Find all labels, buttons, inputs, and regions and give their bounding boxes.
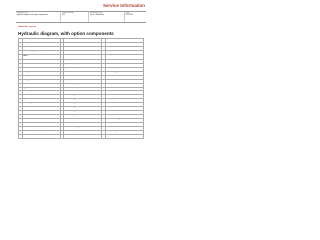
component-name: Servo valve: [22, 107, 60, 111]
component-number: 48: [60, 126, 64, 130]
component-name: Orifice - 5 type: [64, 111, 102, 115]
component-name: Slewing unit: [105, 67, 144, 71]
component-name: Boom cylinder: [22, 39, 60, 43]
component-number: 23: [19, 126, 23, 130]
component-number: 30: [60, 54, 64, 59]
component-number: 52: [102, 42, 106, 46]
component-name: Solenoid valve for hammer: [22, 126, 60, 130]
header-label: Date:: [125, 12, 130, 14]
component-number: 41: [60, 99, 64, 103]
component-name: Oil level sight glass: [64, 83, 102, 87]
component-number: 24: [19, 130, 23, 134]
component-name: Orifice - 4 type: [64, 107, 102, 111]
component-number: 73: [102, 126, 106, 130]
component-name: Float function valve: [105, 91, 144, 95]
component-name: Straight travel valve: [105, 42, 144, 46]
component-name: Selector valve: [64, 39, 102, 43]
component-name: Gear pump: [22, 91, 60, 95]
component-number: 6: [19, 59, 23, 63]
component-number: 42: [60, 103, 64, 107]
component-number: 64: [102, 91, 106, 95]
component-number: 58: [102, 67, 106, 71]
component-name: Straight travel solenoid valve: [105, 54, 144, 59]
component-name: Servo control valve: [105, 63, 144, 67]
component-number: 32: [60, 63, 64, 67]
component-name: Relief valve: [105, 115, 144, 119]
component-name: Drain valve: [22, 75, 60, 79]
component-name: Oil temperature sensor: [64, 122, 102, 126]
component-number: 4: [19, 50, 23, 54]
component-number: 63: [102, 87, 106, 91]
header-value: 900: [62, 14, 65, 16]
component-number: 47: [60, 122, 64, 126]
component-name: Bucket cylinder: [22, 46, 60, 50]
header-label: Information Type:: [90, 12, 103, 14]
component-number: 65: [102, 95, 106, 99]
component-number: 21: [19, 119, 23, 123]
component-number: 69: [102, 111, 106, 115]
component-number: 53: [102, 46, 106, 50]
component-number: 55: [102, 54, 106, 59]
component-number: 3: [19, 46, 23, 50]
document-page: [0, 0, 149, 198]
component-name: Orifice - 2 type: [64, 99, 102, 103]
component-number: 20: [19, 115, 23, 119]
component-number: 12: [19, 83, 23, 87]
component-name: Safety valve: [105, 134, 144, 138]
component-number: 56: [102, 59, 106, 63]
component-number: 35: [60, 75, 64, 79]
component-name: Boom swing cylinder: [22, 50, 60, 54]
component-number: 38: [60, 87, 64, 91]
component-number: 14: [19, 91, 23, 95]
component-number: 37: [60, 83, 64, 87]
component-number: 5: [19, 54, 23, 59]
component-number: 34: [60, 71, 64, 75]
component-number: 45: [60, 115, 64, 119]
component-number: 51: [102, 39, 106, 43]
component-number: 72: [102, 122, 106, 126]
component-number: 16: [19, 99, 23, 103]
header-value: Service Information: [90, 14, 104, 16]
component-name: Quick coupler cylinder: [64, 63, 102, 67]
component-number: 49: [60, 130, 64, 134]
component-name: Main control valve: [22, 63, 60, 67]
component-name: Orifice - 1 type: [64, 95, 102, 99]
component-name: Suction strainer: [64, 91, 102, 95]
header-cell-information-type: [89, 12, 125, 22]
component-name: Rotary joint: [22, 79, 60, 83]
header-value: 8/22/2021: [125, 14, 133, 16]
component-name: Return filter: [22, 83, 60, 87]
document-header: [16, 11, 146, 23]
component-number: 28: [60, 46, 64, 50]
component-name: Pump: [105, 46, 144, 50]
component-number: 27: [60, 42, 64, 46]
component-name: Control valve: [105, 59, 144, 63]
component-name: Shuttle valve: [105, 95, 144, 99]
component-number: 50: [60, 134, 64, 138]
component-number: 29: [60, 50, 64, 54]
component-name: Breather filter: [64, 87, 102, 91]
component-name: Cooler bypass valve: [22, 103, 60, 107]
component-number: 46: [60, 119, 64, 123]
component-number: 59: [102, 71, 106, 75]
component-name: Shockless valve: [22, 111, 60, 115]
component-number: 61: [102, 79, 106, 83]
component-legend-table: [18, 38, 144, 139]
component-name: Boom swing solenoid valve: [105, 130, 144, 134]
component-name: Solenoid valve: [64, 75, 102, 79]
component-number: 1: [19, 39, 23, 43]
component-number: 2: [19, 42, 23, 46]
component-name: Boom swing pedal: [105, 71, 144, 75]
component-name: Travel speed solenoid valve: [105, 99, 144, 103]
component-number: 19: [19, 111, 23, 115]
component-name: Solenoid valve for servo: [22, 122, 60, 126]
component-number: 36: [60, 79, 64, 83]
component-name: Load holding valve: [64, 130, 102, 134]
component-number: 15: [19, 95, 23, 99]
component-number: 54: [102, 50, 106, 54]
component-name: Pilot accumulator: [105, 79, 144, 83]
component-number: 9: [19, 71, 23, 75]
component-number: 66: [102, 99, 106, 103]
component-number: 22: [19, 122, 23, 126]
component-name: Hose rupture valve: [64, 59, 102, 63]
component-name: Filter: [22, 59, 60, 63]
component-name: Accumulator: [64, 54, 102, 59]
component-number: 33: [60, 67, 64, 71]
component-name: Solenoid valve for quick coupler: [22, 130, 60, 134]
component-name: Rotator solenoid valve: [105, 87, 144, 91]
component-name: Hydraulic tank: [64, 79, 102, 83]
component-name: Hammer pedal: [105, 103, 144, 107]
component-name: Rotator valve: [64, 42, 102, 46]
component-name: Servo pressure solenoid: [105, 83, 144, 87]
component-number: 44: [60, 111, 64, 115]
page-title: Hydraulic diagram, with option components: [18, 31, 114, 36]
header-cell-document-title: [16, 12, 61, 22]
component-name: Check valve: [64, 71, 102, 75]
component-name: Solenoid valve for rotator: [22, 134, 60, 138]
component-number: 10: [19, 75, 23, 79]
component-name: Pressure switch: [105, 75, 144, 79]
component-name: Drain filter: [64, 46, 102, 50]
component-name: Proportional solenoid valve: [105, 126, 144, 130]
component-number: 40: [60, 95, 64, 99]
component-number: 11: [19, 79, 23, 83]
component-number: 70: [102, 115, 106, 119]
component-number: 62: [102, 83, 106, 87]
component-number: 71: [102, 119, 106, 123]
header-cell-date: [125, 12, 146, 22]
component-name: Attachment valve: [105, 111, 144, 115]
component-name: Pressure test nipple: [64, 126, 102, 130]
component-name: Orifice - 3 type: [64, 103, 102, 107]
table-row: [19, 134, 144, 138]
component-number: 7: [19, 63, 23, 67]
component-number: 39: [60, 91, 64, 95]
component-name: Pilot shut off valve: [22, 119, 60, 123]
component-number: 68: [102, 107, 106, 111]
component-name: Pressure sensor: [64, 119, 102, 123]
header-cell-function-group: [61, 12, 89, 22]
header-value: Hydraulic diagram, with option components: [17, 14, 48, 16]
component-name: Bypass valve: [22, 87, 60, 91]
component-number: 75: [102, 134, 106, 138]
section-label: Hydraulic system: [18, 26, 37, 28]
header-label: Document Title:: [17, 12, 29, 14]
header-label: Function Group:: [62, 12, 74, 14]
component-name: Hydraulic oil cooler and pressure relief valve: [22, 54, 60, 59]
component-number: 57: [102, 63, 106, 67]
component-number: 67: [102, 103, 106, 107]
component-name: Quick coupler valve: [64, 67, 102, 71]
component-name: Swing motor: [22, 71, 60, 75]
service-information-title: Service Information: [102, 3, 145, 8]
component-number: 43: [60, 107, 64, 111]
component-number: 25: [19, 134, 23, 138]
component-number: 8: [19, 67, 23, 71]
component-number: 26: [60, 39, 64, 43]
component-name: Manifold: [105, 107, 144, 111]
component-name: Dozer blade cylinder: [105, 39, 144, 43]
component-name: Pilot filter: [22, 95, 60, 99]
component-name: Pressure switch: [22, 115, 60, 119]
component-number: 17: [19, 103, 23, 107]
component-name: Orifice - 6 type: [64, 115, 102, 119]
component-number: 74: [102, 130, 106, 134]
component-name: Dozer blade valve: [64, 134, 102, 138]
component-name: Joystick: [105, 50, 144, 54]
component-name: Flow control valve: [105, 122, 144, 126]
component-name: Hydraulic oil cooler: [22, 99, 60, 103]
component-number: 31: [60, 59, 64, 63]
component-number: 18: [19, 107, 23, 111]
component-name: Travel motor: [22, 67, 60, 71]
component-name: Arm cylinder: [22, 42, 60, 46]
component-name: Hammer valve: [64, 50, 102, 54]
component-name: Pressure limiting valve: [105, 119, 144, 123]
component-number: 13: [19, 87, 23, 91]
component-number: 60: [102, 75, 106, 79]
